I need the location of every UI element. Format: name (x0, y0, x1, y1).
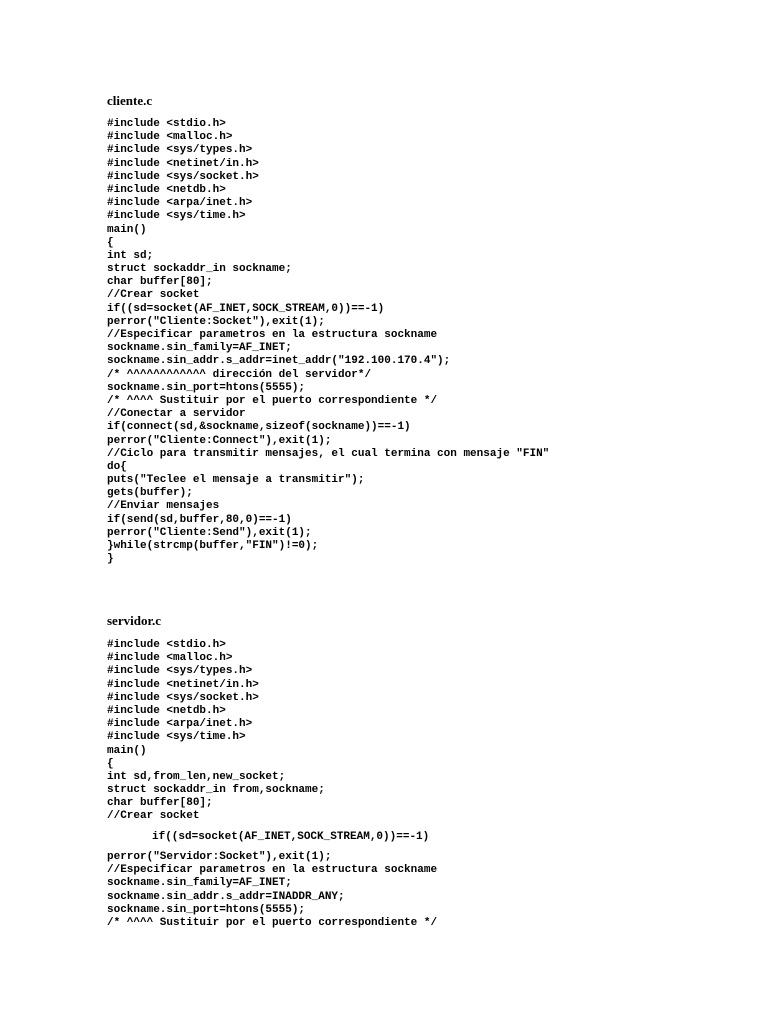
code-line: sockname.sin_family=AF_INET; (107, 877, 292, 890)
code-line: do{ (107, 460, 127, 473)
code-line: struct sockaddr_in sockname; (107, 263, 292, 276)
code-line: } (107, 553, 114, 566)
server-code-block-top (107, 639, 325, 824)
code-line: { (107, 236, 114, 249)
code-line: char buffer[80]; (107, 276, 213, 289)
code-line: //Especificar parametros en la estructura sockname (107, 864, 438, 877)
code-line: char buffer[80]; (107, 797, 213, 810)
code-line: #include <stdio.h> (107, 118, 226, 130)
code-line: sockname.sin_port=htons(5555); (107, 381, 306, 394)
code-line: //Especificar parametros en la estructura sockname (107, 329, 438, 341)
code-line: //Conectar a servidor (107, 408, 246, 421)
code-line: #include <sys/time.h> (107, 210, 246, 223)
code-line: sockname.sin_port=htons(5555); (107, 903, 306, 916)
code-line: #include <sys/socket.h> (107, 170, 259, 183)
code-line: /* ^^^^^^^^^^^^ dirección del servidor*/ (107, 368, 372, 381)
code-line: //Enviar mensajes (107, 500, 220, 513)
code-line: #include <arpa/inet.h> (107, 718, 253, 731)
code-line: #include <netdb.h> (107, 704, 226, 717)
code-line: /* ^^^^ Sustituir por el puerto correspondiente */ (107, 394, 438, 407)
client-file-title: cliente.c (107, 93, 153, 108)
code-line: #include <malloc.h> (107, 131, 233, 144)
server-socket-call-line: if((sd=socket(AF_INET,SOCK_STREAM,0))==-1) (152, 831, 430, 843)
code-line: int sd; (107, 249, 154, 262)
code-line: #include <stdio.h> (107, 639, 226, 651)
server-file-title: servidor.c (107, 613, 162, 628)
code-line: main() (107, 223, 147, 236)
code-line: perror("Cliente:Socket"),exit(1); (107, 315, 325, 328)
code-line: #include <malloc.h> (107, 652, 233, 665)
code-line: struct sockaddr_in from,sockname; (107, 784, 325, 797)
code-line: gets(buffer); (107, 487, 193, 500)
code-line: if(connect(sd,&sockname,sizeof(sockname))==-1) (107, 421, 411, 434)
code-line: puts("Teclee el mensaje a transmitir"); (107, 474, 365, 487)
code-line: //Ciclo para transmitir mensajes, el cual termina con mensaje "FIN" (107, 447, 550, 460)
code-line: if((sd=socket(AF_INET,SOCK_STREAM,0))==-1) (107, 302, 385, 315)
code-line: sockname.sin_addr.s_addr=INADDR_ANY; (107, 890, 345, 903)
client-code-block (107, 118, 549, 566)
code-line: #include <netinet/in.h> (107, 678, 259, 691)
code-line: #include <arpa/inet.h> (107, 197, 253, 210)
code-line: //Crear socket (107, 810, 200, 823)
code-line: /* ^^^^ Sustituir por el puerto correspondiente */ (107, 916, 438, 929)
code-line: perror("Cliente:Connect"),exit(1); (107, 434, 332, 447)
server-code-block-bottom (107, 851, 437, 930)
code-line: #include <sys/time.h> (107, 731, 246, 744)
code-line: sockname.sin_addr.s_addr=inet_addr("192.100.170.4"); (107, 355, 451, 368)
code-line: int sd,from_len,new_socket; (107, 770, 286, 783)
code-line: #include <sys/types.h> (107, 665, 253, 678)
code-line: #include <sys/types.h> (107, 144, 253, 157)
code-line: if(send(sd,buffer,80,0)==-1) (107, 513, 292, 526)
code-line: }while(strcmp(buffer,"FIN")!=0); (107, 540, 319, 552)
code-line: #include <netinet/in.h> (107, 157, 259, 170)
code-line: { (107, 757, 114, 770)
code-line: main() (107, 744, 147, 757)
code-line: #include <netdb.h> (107, 183, 226, 196)
code-line: perror("Cliente:Send"),exit(1); (107, 526, 312, 539)
code-line: #include <sys/socket.h> (107, 691, 259, 704)
code-line: perror("Servidor:Socket"),exit(1); (107, 851, 332, 863)
code-line: sockname.sin_family=AF_INET; (107, 342, 292, 355)
code-line: //Crear socket (107, 289, 200, 302)
